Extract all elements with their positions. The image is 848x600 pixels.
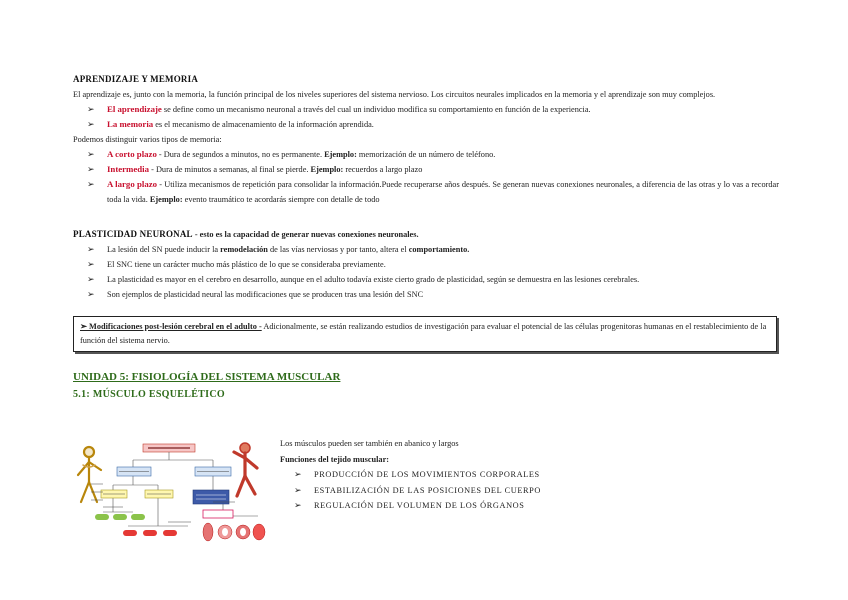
arrow-bullet-icon: ➢ <box>87 274 95 284</box>
arrow-bullet-icon: ➢ <box>87 244 95 254</box>
skeleton-figure-icon <box>78 447 101 502</box>
muscle-shapes-icon <box>203 523 265 541</box>
arrow-bullet-icon: ➢ <box>294 484 303 495</box>
document-page <box>73 72 779 402</box>
list-item: ➢ A corto plazo - Dura de segundos a minutos, no es permanente. Ejemplo: memorización de un número de teléfono. <box>73 147 779 162</box>
info-box: ➢ Modificaciones post-lesión cerebral en el adulto - Adicionalmente, se están realizando estudios de investigación para evaluar el potencial de las células progenitoras humanas en el restablecimiento de la función del sistema nervio. <box>73 316 777 352</box>
section-title-plasticidad: PLASTICIDAD NEURONAL - esto es la capacidad de generar nuevas conexiones neuronales. <box>73 229 419 239</box>
arrow-bullet-icon: ➢ <box>87 119 95 129</box>
arrow-bullet-icon: ➢ <box>87 289 95 299</box>
list-item: ➢ REGULACIÓN DEL VOLUMEN DE LOS ÓRGANOS <box>280 498 760 514</box>
arrow-bullet-icon: ➢ <box>294 469 303 479</box>
list-item: ➢ La lesión del SN puede inducir la remodelación de las vías nerviosas y por tanto, altera el comportamiento. <box>73 242 779 257</box>
arrow-bullet-icon: ➢ <box>87 104 95 114</box>
arrow-bullet-icon: ➢ <box>87 164 95 174</box>
memory-types-intro: Podemos distinguir varios tipos de memoria: <box>73 135 222 144</box>
muscle-diagram-svg <box>73 440 268 550</box>
list-item: ➢ A largo plazo - Utiliza mecanismos de repetición para consolidar la información.Puede recuperarse años después. Se generan nuevas conexiones neuronales, a diferencia de las otras y lo vas a recordar toda la vida. Ejemplo: evento traumático te acordarás siempre con detalle de todo <box>87 179 779 204</box>
list-item: ➢ Son ejemplos de plasticidad neural las modificaciones que se producen tras una lesión del SNC <box>73 287 779 302</box>
list-item: ➢ La plasticidad es mayor en el cerebro en desarrollo, aunque en el adulto todavía existe cierto grado de plasticidad, según se demuestra en las lesiones cerebrales. <box>73 272 779 287</box>
list-item: ➢ ESTABILIZACIÓN DE LAS POSICIONES DEL CUERPO <box>280 483 760 499</box>
list-item: ➢ El aprendizaje se define como un mecanismo neuronal a través del cual un individuo modifica su comportamiento en función de la experiencia. <box>73 102 779 117</box>
arrow-bullet-icon: ➢ <box>87 259 95 269</box>
arrow-bullet-icon: ➢ <box>294 500 303 510</box>
functions-heading: Funciones del tejido muscular: <box>280 454 390 464</box>
list-item: ➢ Intermedia - Dura de minutos a semanas, al final se pierde. Ejemplo: recuerdos a largo plazo <box>73 162 779 177</box>
list-item: ➢ El SNC tiene un carácter mucho más plástico de lo que se consideraba previamente. <box>73 257 779 272</box>
muscle-functions-column <box>280 436 760 514</box>
arrow-bullet-icon: ➢ <box>87 149 95 159</box>
list-item: ➢ PRODUCCIÓN DE LOS MOVIMIENTOS CORPORALES <box>280 467 760 483</box>
subsection-title: 5.1: MÚSCULO ESQUELÉTICO <box>73 389 225 400</box>
unit-title: UNIDAD 5: FISIOLOGÍA DEL SISTEMA MUSCULAR <box>73 371 341 383</box>
arrow-bullet-icon: ➢ <box>87 179 95 189</box>
list-item: ➢ La memoria es el mecanismo de almacenamiento de la información aprendida. <box>73 117 779 132</box>
muscle-intro-text: Los músculos pueden ser también en abanico y largos <box>280 439 459 448</box>
intro-paragraph: El aprendizaje es, junto con la memoria, la función principal de los niveles superiores del sistema nervioso. Los circuitos neurales implicados en la memoria y el aprendizaje son muy complejos. <box>73 90 716 99</box>
section-title-aprendizaje: APRENDIZAJE Y MEMORIA <box>73 74 199 84</box>
muscle-diagram-illustration <box>73 440 268 550</box>
muscular-figure-icon <box>234 443 257 496</box>
